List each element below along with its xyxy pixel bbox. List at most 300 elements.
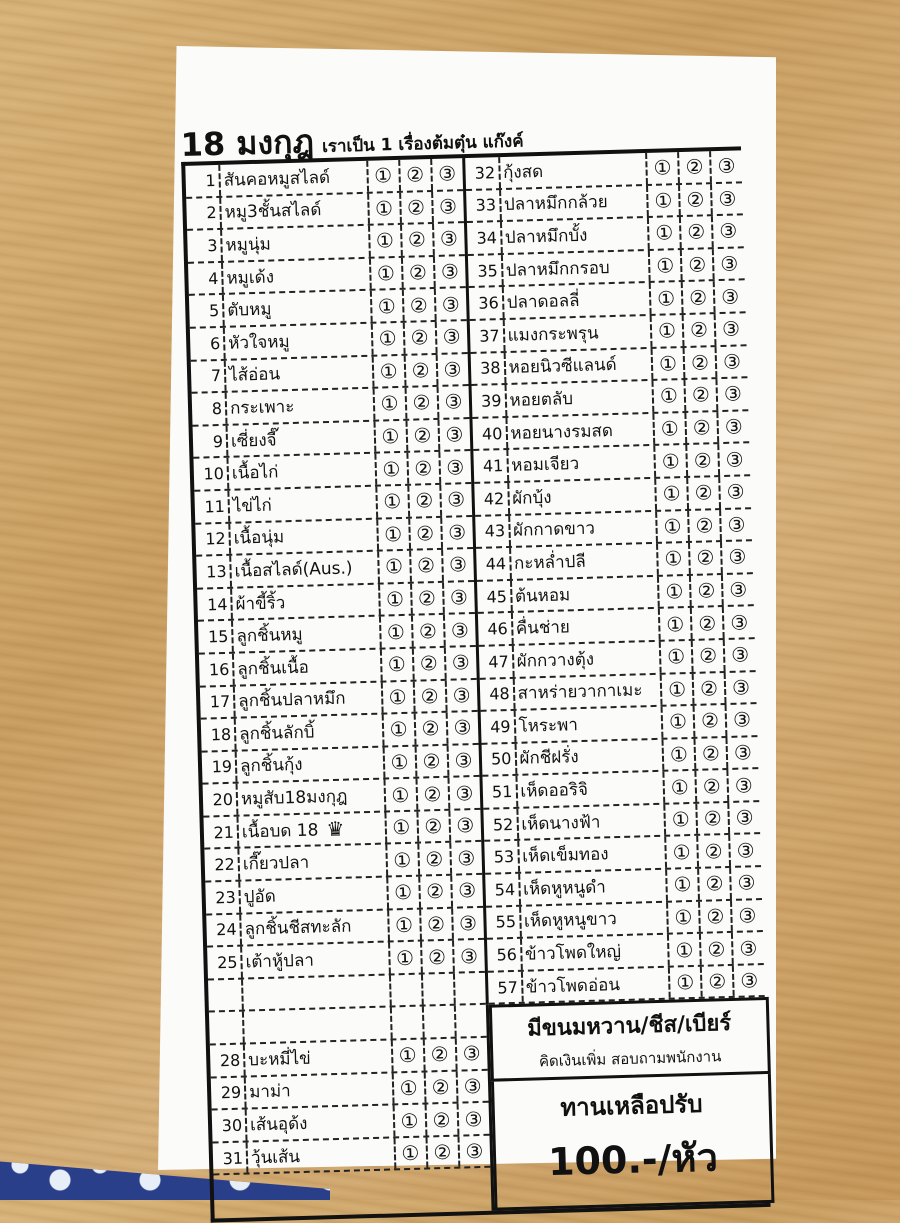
quantity-option-3[interactable]: ③ <box>448 552 468 578</box>
quantity-option-3[interactable]: ③ <box>440 259 460 284</box>
item-number: 9 <box>193 426 229 458</box>
quantity-option-1[interactable]: ① <box>653 380 686 411</box>
item-number: 3 <box>187 230 223 262</box>
quantity-option-1[interactable]: ① <box>385 779 418 810</box>
quantity-option-3[interactable]: ③ <box>459 943 479 969</box>
item-number: 37 <box>469 320 505 352</box>
quantity-option-3[interactable]: ③ <box>445 422 464 447</box>
quantity-option-1[interactable]: ① <box>377 486 410 517</box>
item-name-text: มาม่า <box>248 1081 291 1103</box>
quantity-option-3[interactable]: ③ <box>443 357 462 382</box>
item-name-text: เห็ดนางฟ้า <box>521 812 601 835</box>
left-column <box>185 158 488 1013</box>
item-name-text: เนื้อบด 18 <box>241 820 319 843</box>
quantity-option-3[interactable]: ③ <box>739 968 759 993</box>
item-name-text: เห็ดหูหนูขาว <box>523 909 618 933</box>
quantity-option-1[interactable]: ① <box>382 681 415 712</box>
quantity-option-3[interactable]: ③ <box>447 520 467 545</box>
quantity-option-2[interactable]: ② <box>402 224 435 255</box>
item-name-text: เซี่ยงจี๊ <box>230 429 277 452</box>
quantity-option-3[interactable]: ③ <box>442 324 461 350</box>
quantity-option-3[interactable]: ③ <box>452 682 471 708</box>
blank-cell <box>422 974 455 1005</box>
quantity-option-1[interactable]: ① <box>373 355 406 386</box>
quantity-option-2[interactable]: ② <box>684 314 717 345</box>
item-name <box>235 682 383 717</box>
item-number: 29 <box>211 1077 247 1109</box>
quantity-option-2[interactable]: ② <box>422 941 455 972</box>
quantity-option-1[interactable]: ① <box>390 942 423 973</box>
item-number: 50 <box>481 744 517 776</box>
item-name-text: กะหล่ำปลี <box>513 551 587 574</box>
quantity-option-2[interactable]: ② <box>697 803 730 834</box>
quantity-option-1[interactable]: ① <box>669 934 702 965</box>
item-name-text: ปลาหมึกกรอบ <box>505 257 610 281</box>
quantity-option-1[interactable]: ① <box>395 1137 428 1168</box>
quantity-option-3[interactable]: ③ <box>725 447 744 472</box>
quantity-option-1[interactable]: ① <box>647 152 680 183</box>
item-name-text: เห็ดหูหนูดำ <box>522 877 607 900</box>
item-number: 52 <box>483 809 519 841</box>
quantity-option-3[interactable]: ③ <box>738 903 757 928</box>
quantity-option-1[interactable]: ① <box>663 706 696 737</box>
quantity-option-1[interactable]: ① <box>652 315 685 346</box>
item-name <box>501 218 649 253</box>
quantity-option-3[interactable]: ③ <box>455 780 474 806</box>
item-name-text: ข้าวโพดใหญ่ <box>524 942 622 965</box>
item-name <box>229 487 377 522</box>
quantity-option-2[interactable]: ② <box>702 966 735 997</box>
item-name <box>228 421 376 456</box>
quantity-option-1[interactable]: ① <box>374 388 407 419</box>
quantity-option-2[interactable]: ② <box>411 550 444 581</box>
item-number: 54 <box>485 874 521 906</box>
quantity-option-1[interactable]: ① <box>370 258 403 289</box>
item-number: 33 <box>466 190 502 222</box>
item-name <box>234 649 382 684</box>
item-number: 13 <box>196 556 232 588</box>
quantity-option-2[interactable]: ② <box>692 607 725 638</box>
item-name <box>501 186 649 221</box>
item-name <box>512 609 660 644</box>
item-number: 45 <box>477 581 513 613</box>
item-name <box>502 251 650 286</box>
quantity-option-2[interactable]: ② <box>688 477 721 508</box>
item-name-text: กุ้งสด <box>502 161 544 183</box>
item-name <box>221 193 369 228</box>
item-number: 10 <box>193 458 229 490</box>
item-name <box>247 1106 395 1141</box>
quantity-option-2[interactable]: ② <box>400 159 433 190</box>
item-name-text: ลูกชิ้นชีสทะลัก <box>244 916 352 940</box>
quantity-option-1[interactable]: ① <box>380 616 413 647</box>
quantity-option-1[interactable]: ① <box>387 844 420 875</box>
quantity-option-3[interactable]: ③ <box>719 251 739 277</box>
item-number: 20 <box>203 784 239 816</box>
item-number: 32 <box>465 157 501 189</box>
item-name <box>511 544 659 579</box>
quantity-option-2[interactable]: ② <box>680 184 713 215</box>
quantity-option-3[interactable]: ③ <box>724 414 744 439</box>
blank-cell <box>391 1007 424 1038</box>
quantity-option-2[interactable]: ② <box>413 648 446 679</box>
quantity-option-1[interactable]: ① <box>383 714 416 745</box>
item-number: 28 <box>210 1045 246 1077</box>
item-name-text: ปลาหมึกกล้วย <box>503 192 608 216</box>
item-name-text: หมู3ชั้นสไลด์ <box>224 200 322 224</box>
quantity-option-3[interactable]: ③ <box>722 349 742 374</box>
quantity-option-1[interactable]: ① <box>386 812 419 843</box>
quantity-option-2[interactable]: ② <box>414 680 447 711</box>
quantity-option-3[interactable]: ③ <box>719 218 738 244</box>
item-name <box>242 943 390 978</box>
item-name <box>236 715 384 750</box>
quantity-option-2[interactable]: ② <box>695 738 728 769</box>
item-number: 56 <box>487 939 523 971</box>
item-number: 41 <box>473 450 509 482</box>
item-number: 12 <box>195 523 231 555</box>
quantity-option-2[interactable]: ② <box>695 705 728 736</box>
item-name <box>514 674 662 709</box>
blank-cell <box>209 1012 245 1044</box>
item-name <box>225 324 373 359</box>
item-number: 19 <box>202 751 238 783</box>
item-number: 31 <box>213 1142 249 1174</box>
quantity-option-1[interactable]: ① <box>369 192 402 223</box>
quantity-option-2[interactable]: ② <box>417 778 450 809</box>
quantity-option-1[interactable]: ① <box>656 478 689 509</box>
item-name-text: หอยตลับ <box>509 389 574 411</box>
quantity-option-2[interactable]: ② <box>409 485 442 516</box>
quantity-option-2[interactable]: ② <box>420 876 453 907</box>
quantity-option-1[interactable]: ① <box>651 282 684 313</box>
item-name <box>507 414 655 449</box>
quantity-option-2[interactable]: ② <box>701 933 734 964</box>
item-name-text: สันคอหมูสไลด์ <box>223 167 331 191</box>
quantity-option-2[interactable]: ② <box>406 387 439 418</box>
item-number: 44 <box>476 548 512 580</box>
quantity-option-3[interactable]: ③ <box>732 707 752 733</box>
item-name <box>231 552 379 587</box>
quantity-option-3[interactable]: ③ <box>446 487 466 512</box>
item-name-text: เส้นอุด้ง <box>249 1113 308 1136</box>
quantity-option-2[interactable]: ② <box>419 843 452 874</box>
item-number: 1 <box>185 165 221 197</box>
item-name <box>505 348 653 383</box>
quantity-option-3[interactable]: ③ <box>463 1073 482 1099</box>
quantity-option-2[interactable]: ② <box>699 868 732 899</box>
quantity-option-3[interactable]: ③ <box>717 153 736 179</box>
quantity-option-3[interactable]: ③ <box>721 316 741 342</box>
quantity-option-1[interactable]: ① <box>371 290 404 321</box>
quantity-option-3[interactable]: ③ <box>728 544 747 570</box>
item-name-text: เนื้อสไลด์(Aus.) <box>234 558 353 582</box>
order-table <box>181 146 770 1223</box>
quantity-option-3[interactable]: ③ <box>729 609 749 635</box>
quantity-option-2[interactable]: ② <box>412 615 445 646</box>
quantity-option-1[interactable]: ① <box>666 836 699 867</box>
extra-subtitle: คิดเงินเพิ่ม สอบถามพนักงาน <box>538 1047 722 1071</box>
item-number: 38 <box>470 353 506 385</box>
quantity-option-2[interactable]: ② <box>412 583 445 614</box>
quantity-option-3[interactable]: ③ <box>445 454 465 480</box>
item-name-text: ลูกชิ้นกุ้ง <box>239 755 303 778</box>
fine-title: ทานเหลือปรับ <box>559 1090 703 1123</box>
quantity-option-3[interactable]: ③ <box>449 585 469 610</box>
item-number: 21 <box>203 817 239 849</box>
quantity-option-2[interactable]: ② <box>424 1039 457 1070</box>
quantity-option-2[interactable]: ② <box>416 745 449 776</box>
item-number: 53 <box>484 841 520 873</box>
quantity-option-3[interactable]: ③ <box>450 617 470 643</box>
item-name-text: หมูนุ่ม <box>225 234 272 256</box>
quantity-option-1[interactable]: ① <box>667 869 700 900</box>
item-name-text: ปลาหมึกบั้ง <box>504 225 588 248</box>
quantity-option-2[interactable]: ② <box>415 713 448 744</box>
item-number: 35 <box>467 255 503 287</box>
item-number: 23 <box>205 882 241 914</box>
item-name-text: วุ้นเส้น <box>250 1146 301 1169</box>
item-number: 18 <box>201 719 237 751</box>
quantity-option-3[interactable]: ③ <box>729 577 748 602</box>
quantity-option-2[interactable]: ② <box>418 811 451 842</box>
quantity-option-2[interactable]: ② <box>700 901 733 932</box>
quantity-option-3[interactable]: ③ <box>451 650 471 675</box>
item-name <box>226 356 374 391</box>
item-name-text: หมูสับ18มงกุฎ <box>240 786 348 810</box>
quantity-option-1[interactable]: ① <box>654 413 687 444</box>
quantity-option-3[interactable]: ③ <box>734 772 754 798</box>
quantity-option-3[interactable]: ③ <box>444 389 463 415</box>
quantity-option-3[interactable]: ③ <box>720 284 740 309</box>
quantity-option-1[interactable]: ① <box>381 649 414 680</box>
item-name <box>238 780 386 815</box>
item-number: 42 <box>474 483 510 515</box>
quantity-option-1[interactable]: ① <box>392 1040 425 1071</box>
quantity-option-3[interactable]: ③ <box>456 813 475 838</box>
quantity-option-2[interactable]: ② <box>691 575 724 606</box>
extra-title: มีขนมหวาน/ชีส/เบียร์ <box>526 1011 732 1043</box>
quantity-option-3[interactable]: ③ <box>437 161 457 187</box>
quantity-option-2[interactable]: ② <box>694 672 727 703</box>
quantity-option-3[interactable]: ③ <box>464 1106 483 1131</box>
item-name-text: ผักชีฝรั่ง <box>519 747 579 770</box>
item-name-text: เนื้อนุ่ม <box>233 527 285 549</box>
item-name-text: ผักกาดขาว <box>512 518 596 542</box>
quantity-option-2[interactable]: ② <box>404 322 437 353</box>
quantity-option-2[interactable]: ② <box>686 412 719 443</box>
quantity-option-2[interactable]: ② <box>687 444 720 475</box>
blank-cell <box>454 973 485 1004</box>
quantity-option-1[interactable]: ① <box>668 901 701 932</box>
quantity-option-3[interactable]: ③ <box>718 186 737 211</box>
quantity-option-3[interactable]: ③ <box>736 838 755 863</box>
item-name <box>511 577 659 612</box>
quantity-option-2[interactable]: ② <box>690 542 723 573</box>
quantity-option-3[interactable]: ③ <box>438 194 458 219</box>
quantity-option-2[interactable]: ② <box>685 347 718 378</box>
right-column <box>465 150 765 1005</box>
item-name-text: หอมเจียว <box>511 454 580 477</box>
item-name <box>504 316 652 351</box>
item-number: 5 <box>189 295 225 327</box>
quantity-option-3[interactable]: ③ <box>465 1139 484 1164</box>
item-name <box>518 805 666 840</box>
quantity-option-1[interactable]: ① <box>389 909 422 940</box>
item-name-text: ต้นหอม <box>514 584 571 607</box>
item-name-text: เกี๊ยวปลา <box>242 852 310 875</box>
quantity-option-2[interactable]: ② <box>685 379 718 410</box>
quantity-option-1[interactable]: ① <box>663 739 696 770</box>
item-name <box>233 617 381 652</box>
quantity-option-1[interactable]: ① <box>660 608 693 639</box>
item-name-text: ลูกชิ้นลักบิ้ <box>238 722 315 745</box>
quantity-option-3[interactable]: ③ <box>739 935 758 961</box>
crown-icon: ♛ <box>326 816 345 842</box>
quantity-option-2[interactable]: ② <box>403 289 436 320</box>
quantity-option-2[interactable]: ② <box>421 908 454 939</box>
item-name <box>516 739 664 774</box>
item-name-text: เนื้อไก่ <box>231 462 279 484</box>
item-name-text: ผ้าขี้ริ้ว <box>235 592 286 615</box>
quantity-option-2[interactable]: ② <box>401 192 434 223</box>
item-number: 43 <box>475 515 511 547</box>
quantity-option-3[interactable]: ③ <box>458 910 478 936</box>
quantity-option-1[interactable]: ① <box>653 348 686 379</box>
brand-tagline: เราเป็น 1 เรื่องต้มตุ๋น แก๊งค์ <box>321 131 524 158</box>
quantity-option-1[interactable]: ① <box>664 771 697 802</box>
item-name <box>232 584 380 619</box>
item-name-text: ตับหมู <box>227 299 272 321</box>
blank-cell <box>423 1006 456 1037</box>
item-name <box>224 291 372 326</box>
quantity-option-1[interactable]: ① <box>368 160 401 191</box>
quantity-option-1[interactable]: ① <box>670 967 703 998</box>
quantity-option-3[interactable]: ③ <box>441 291 461 317</box>
quantity-option-1[interactable]: ① <box>378 518 411 549</box>
quantity-option-3[interactable]: ③ <box>733 740 753 765</box>
quantity-option-1[interactable]: ① <box>648 185 681 216</box>
quantity-option-3[interactable]: ③ <box>730 642 750 668</box>
item-number: 48 <box>479 678 515 710</box>
quantity-option-3[interactable]: ③ <box>723 381 743 407</box>
quantity-option-1[interactable]: ① <box>375 421 408 452</box>
quantity-option-1[interactable]: ① <box>394 1105 427 1136</box>
quantity-option-1[interactable]: ① <box>379 551 412 582</box>
quantity-option-2[interactable]: ② <box>679 151 712 182</box>
item-name <box>513 642 661 677</box>
quantity-option-2[interactable]: ② <box>410 517 443 548</box>
notice-column <box>488 997 770 1211</box>
item-name-text: ลูกชิ้นเนื้อ <box>237 657 310 680</box>
fine-price: 100.-/หัว <box>547 1135 719 1185</box>
item-name <box>220 161 368 196</box>
quantity-option-2[interactable]: ② <box>696 770 729 801</box>
item-number: 36 <box>468 287 504 319</box>
quantity-option-2[interactable]: ② <box>683 282 716 313</box>
item-name <box>519 837 667 872</box>
quantity-option-1[interactable]: ① <box>376 453 409 484</box>
item-number: 51 <box>482 776 518 808</box>
item-name <box>522 967 670 1002</box>
quantity-option-1[interactable]: ① <box>658 543 691 574</box>
item-number: 15 <box>198 621 234 653</box>
quantity-option-1[interactable]: ① <box>384 746 417 777</box>
item-name <box>522 935 670 970</box>
quantity-option-2[interactable]: ② <box>402 257 435 288</box>
item-number: 30 <box>212 1110 248 1142</box>
quantity-option-1[interactable]: ① <box>380 583 413 614</box>
quantity-option-1[interactable]: ① <box>388 877 421 908</box>
quantity-option-3[interactable]: ③ <box>735 805 755 830</box>
quantity-option-1[interactable]: ① <box>665 804 698 835</box>
item-name-text: ลูกชิ้นหมู <box>236 624 304 647</box>
item-number: 2 <box>186 197 222 229</box>
item-name <box>230 519 378 554</box>
quantity-option-1[interactable]: ① <box>661 641 694 672</box>
item-number: 25 <box>207 947 243 979</box>
quantity-option-3[interactable]: ③ <box>731 675 751 700</box>
quantity-option-3[interactable]: ③ <box>456 845 476 871</box>
item-number: 55 <box>486 906 522 938</box>
item-name <box>245 1040 393 1075</box>
item-name <box>237 747 385 782</box>
quantity-option-1[interactable]: ① <box>393 1072 426 1103</box>
quantity-option-2[interactable]: ② <box>689 510 722 541</box>
quantity-option-2[interactable]: ② <box>682 249 715 280</box>
quantity-option-1[interactable]: ① <box>657 510 690 541</box>
item-name <box>222 226 370 261</box>
quantity-option-1[interactable]: ① <box>372 323 405 354</box>
item-name-text: ลูกชิ้นปลาหมึก <box>237 688 346 712</box>
quantity-option-2[interactable]: ② <box>693 640 726 671</box>
item-name <box>240 878 388 913</box>
quantity-option-1[interactable]: ① <box>649 217 682 248</box>
blank-cell <box>455 1005 486 1036</box>
blank-cell <box>390 974 423 1005</box>
quantity-option-2[interactable]: ② <box>698 835 731 866</box>
quantity-option-3[interactable]: ③ <box>737 870 756 896</box>
quantity-option-1[interactable]: ① <box>370 225 403 256</box>
quantity-option-2[interactable]: ② <box>425 1071 458 1102</box>
quantity-option-2[interactable]: ② <box>427 1136 460 1167</box>
quantity-option-2[interactable]: ② <box>426 1104 459 1135</box>
item-name-text: ปลาดอลลี่ <box>506 291 580 314</box>
item-number: 22 <box>204 849 240 881</box>
quantity-option-3[interactable]: ③ <box>453 715 472 740</box>
quantity-option-1[interactable]: ① <box>655 445 688 476</box>
item-name-text: หอยนิวซีแลนด์ <box>508 355 617 379</box>
quantity-option-2[interactable]: ② <box>407 420 440 451</box>
quantity-option-3[interactable]: ③ <box>457 878 477 903</box>
quantity-option-3[interactable]: ③ <box>454 748 473 773</box>
quantity-option-1[interactable]: ① <box>662 673 695 704</box>
item-name-text: บะหมี่ไข่ <box>248 1048 312 1071</box>
quantity-option-3[interactable]: ③ <box>439 226 459 252</box>
quantity-option-2[interactable]: ② <box>681 216 714 247</box>
quantity-option-1[interactable]: ① <box>650 250 683 281</box>
item-name <box>227 389 375 424</box>
quantity-option-2[interactable]: ② <box>405 354 438 385</box>
menu-item-row <box>213 1136 490 1176</box>
item-name <box>238 812 386 847</box>
quantity-option-3[interactable]: ③ <box>726 479 745 505</box>
quantity-option-3[interactable]: ③ <box>462 1041 481 1066</box>
quantity-option-3[interactable]: ③ <box>727 512 746 537</box>
quantity-option-1[interactable]: ① <box>659 576 692 607</box>
quantity-option-2[interactable]: ② <box>408 452 441 483</box>
item-name-text: ผักบุ้ง <box>511 487 552 509</box>
